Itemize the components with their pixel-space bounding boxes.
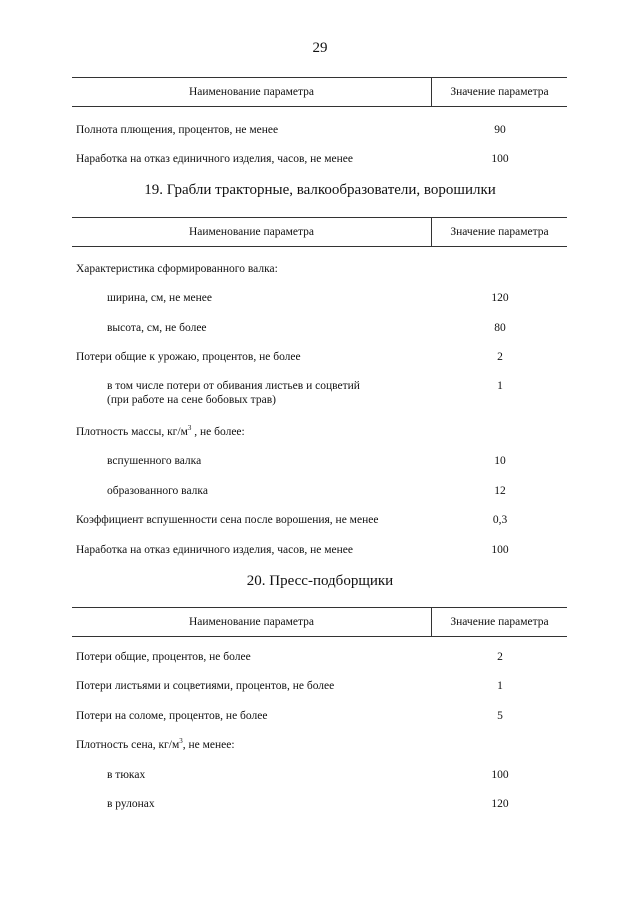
- param-name: Характеристика сформированного валка:: [76, 263, 278, 275]
- table-header: [72, 217, 567, 247]
- section-20-title: 20. Пресс-подборщики: [246, 573, 394, 589]
- param-name-text: Плотность массы, кг/м: [76, 426, 188, 438]
- param-name-line-2: (при работе на сене бобовых трав): [107, 394, 276, 406]
- param-name: [107, 379, 427, 407]
- param-name: Потери общие к урожаю, процентов, не более: [76, 351, 301, 363]
- param-name: высота, см, не более: [107, 322, 207, 334]
- param-value: 90: [494, 124, 506, 136]
- param-name: в тюках: [107, 769, 146, 781]
- page-number: 29: [312, 40, 328, 56]
- param-value: 5: [497, 710, 503, 722]
- param-name: Потери на соломе, процентов, не более: [76, 710, 268, 722]
- param-value: 100: [491, 153, 509, 165]
- param-name: образованного валка: [107, 485, 208, 497]
- param-name-line-1: в том числе потери от обивания листьев и соцветий: [107, 380, 360, 392]
- table-header: [72, 77, 567, 107]
- param-value: 0,3: [492, 514, 508, 526]
- param-value: 12: [494, 485, 506, 497]
- param-name: Наработка на отказ единичного изделия, часов, не менее: [76, 153, 354, 165]
- param-value: 1: [497, 380, 503, 392]
- param-value: 2: [497, 351, 503, 363]
- param-value: 100: [491, 769, 509, 781]
- param-name-tail: , не более:: [191, 426, 245, 438]
- param-name: вспушенного валка: [107, 455, 202, 467]
- table-header: [72, 607, 567, 637]
- header-value-column: Значение параметра: [450, 86, 549, 98]
- header-name-column: Наименование параметра: [188, 86, 315, 98]
- param-name: [76, 425, 446, 439]
- param-name: Потери листьями и соцветиями, процентов, не более: [76, 680, 335, 692]
- superscript: 3: [179, 737, 183, 746]
- header-value-column: Значение параметра: [450, 616, 549, 628]
- param-name: [76, 738, 446, 752]
- param-value: 100: [491, 544, 509, 556]
- param-name-tail: , не менее:: [182, 739, 235, 751]
- param-value: 120: [491, 798, 509, 810]
- param-name: Наработка на отказ единичного изделия, часов, не менее: [76, 544, 354, 556]
- param-value: 10: [494, 455, 506, 467]
- param-name-text: Плотность сена, кг/м: [76, 739, 180, 751]
- param-value: 120: [491, 292, 509, 304]
- param-name: Коэффициент вспушенности сена после ворошения, не менее: [76, 514, 379, 526]
- param-name: ширина, см, не менее: [107, 292, 212, 304]
- param-value: 1: [497, 680, 503, 692]
- param-name: в рулонах: [107, 798, 155, 810]
- header-value-column: Значение параметра: [450, 226, 549, 238]
- param-value: 80: [494, 322, 506, 334]
- section-19-title: 19. Грабли тракторные, валкообразователи, ворошилки: [144, 182, 496, 198]
- param-name: Потери общие, процентов, не более: [76, 651, 251, 663]
- param-name: Полнота плющения, процентов, не менее: [76, 124, 279, 136]
- param-value: 2: [497, 651, 503, 663]
- header-name-column: Наименование параметра: [188, 616, 315, 628]
- superscript: 3: [187, 424, 192, 433]
- header-name-column: Наименование параметра: [188, 226, 315, 238]
